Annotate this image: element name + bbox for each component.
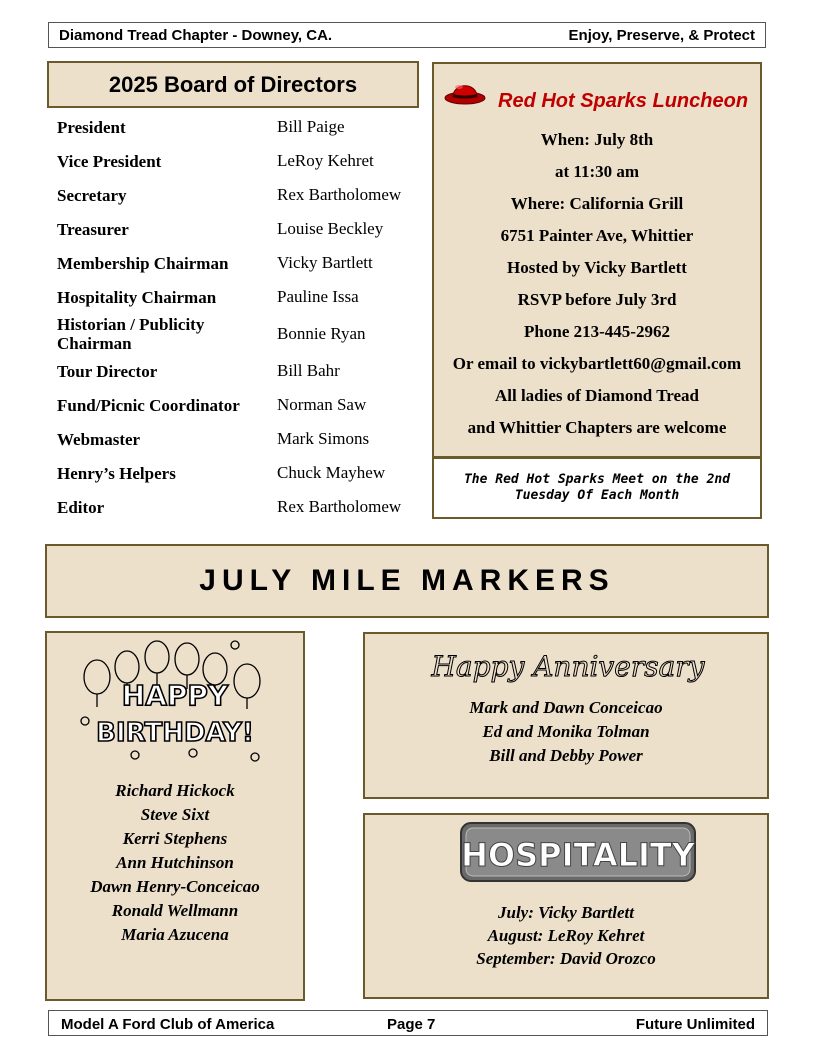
- birthday-art-text: BIRTHDAY!: [96, 718, 254, 748]
- luncheon-time: at 11:30 am: [554, 162, 640, 181]
- board-row: [57, 422, 427, 456]
- board-name: Louise Beckley: [277, 219, 384, 238]
- birthday-name: Richard Hickock: [115, 781, 235, 800]
- board-name: Norman Saw: [277, 395, 367, 414]
- header-chapter: Diamond Tread Chapter - Downey, CA.: [59, 26, 333, 44]
- board-role: Treasurer: [57, 219, 129, 239]
- board-name: LeRoy Kehret: [277, 151, 374, 170]
- hospitality-month: July: Vicky Bartlett: [498, 903, 634, 922]
- header-motto: Enjoy, Preserve, & Protect: [568, 26, 755, 44]
- board-role: Editor: [57, 497, 105, 517]
- board-role: Membership Chairman: [57, 253, 229, 273]
- board-row: [57, 144, 427, 178]
- board-name: Bill Paige: [277, 117, 345, 136]
- board-row: [57, 314, 427, 354]
- luncheon-title: Red Hot Sparks Luncheon: [498, 90, 749, 112]
- hospitality-sign-art: [459, 821, 697, 883]
- luncheon-where: Where: California Grill: [510, 194, 684, 213]
- luncheon-when: When: July 8th: [540, 130, 654, 149]
- birthday-box: [45, 631, 305, 1001]
- page-header: [48, 22, 766, 48]
- board-row: [57, 490, 427, 524]
- board-name: Bill Bahr: [277, 361, 340, 380]
- meeting-note: The Red Hot Sparks Meet on the 2nd Tuesday Of Each Month: [463, 472, 731, 503]
- footer-newsletter: Future Unlimited: [635, 1016, 755, 1033]
- board-role: Tour Director: [57, 361, 158, 381]
- board-name: Chuck Mayhew: [277, 463, 386, 482]
- birthday-name: Ronald Wellmann: [111, 901, 239, 920]
- mile-markers-title: JULY MILE MARKERS: [199, 564, 615, 597]
- board-name: Vicky Bartlett: [277, 253, 373, 272]
- board-row: [57, 388, 427, 422]
- anniversary-couple: Mark and Dawn Conceicao: [469, 698, 663, 717]
- anniversary-couple: Ed and Monika Tolman: [482, 722, 650, 741]
- red-hat-icon: [444, 76, 486, 106]
- meeting-note-box: [432, 457, 762, 519]
- board-role: Henry’s Helpers: [57, 463, 176, 483]
- luncheon-rsvp: RSVP before July 3rd: [517, 290, 677, 309]
- board-name: Rex Bartholomew: [277, 497, 402, 516]
- board-name: Bonnie Ryan: [277, 324, 366, 343]
- happy-art-text: HAPPY: [121, 679, 229, 712]
- board-row: [57, 212, 427, 246]
- hospitality-month: August: LeRoy Kehret: [487, 926, 645, 945]
- happy-anniversary-art: [431, 644, 705, 688]
- board-row: [57, 456, 427, 490]
- board-role: Vice President: [57, 151, 162, 171]
- board-role: Secretary: [57, 185, 127, 205]
- anniversary-art-text: Happy Anniversary: [431, 650, 705, 683]
- luncheon-box: [432, 62, 762, 458]
- board-role: Fund/Picnic Coordinator: [57, 395, 240, 415]
- birthday-name: Maria Azucena: [121, 925, 229, 944]
- hospitality-sign-text: HOSPITALITY: [461, 836, 695, 874]
- luncheon-address: 6751 Painter Ave, Whittier: [500, 226, 694, 245]
- mile-markers-banner: [45, 544, 769, 618]
- board-row: [57, 246, 427, 280]
- board-title: 2025 Board of Directors: [108, 71, 358, 97]
- birthday-name: Dawn Henry-Conceicao: [90, 877, 260, 896]
- anniversary-box: [363, 632, 769, 799]
- luncheon-email: Or email to vickybartlett60@gmail.com: [452, 354, 742, 373]
- birthday-name: Steve Sixt: [140, 805, 210, 824]
- anniversary-couple: Bill and Debby Power: [489, 746, 643, 765]
- happy-birthday-balloons-art: [75, 637, 275, 767]
- board-role: Hospitality Chairman: [57, 287, 217, 307]
- board-role: Historian / Publicity Chairman: [57, 315, 205, 353]
- hospitality-month: September: David Orozco: [476, 949, 656, 968]
- luncheon-host: Hosted by Vicky Bartlett: [507, 258, 687, 277]
- board-name: Pauline Issa: [277, 287, 359, 306]
- board-name: Mark Simons: [277, 429, 370, 448]
- board-row: [57, 110, 427, 144]
- birthday-name: Ann Hutchinson: [116, 853, 234, 872]
- board-row: [57, 280, 427, 314]
- board-row: [57, 354, 427, 388]
- board-role: President: [57, 117, 126, 137]
- page-footer: [48, 1010, 768, 1036]
- luncheon-phone: Phone 213-445-2962: [524, 322, 670, 341]
- board-role: Webmaster: [57, 429, 141, 449]
- luncheon-invite-2: and Whittier Chapters are welcome: [467, 418, 727, 437]
- board-name: Rex Bartholomew: [277, 185, 402, 204]
- board-row: [57, 178, 427, 212]
- birthday-name: Kerri Stephens: [122, 829, 228, 848]
- hospitality-box: [363, 813, 769, 999]
- luncheon-invite-1: All ladies of Diamond Tread: [494, 386, 700, 405]
- footer-club: Model A Ford Club of America: [61, 1016, 275, 1033]
- board-title-box: [47, 61, 419, 108]
- footer-page-number: Page 7: [387, 1016, 436, 1033]
